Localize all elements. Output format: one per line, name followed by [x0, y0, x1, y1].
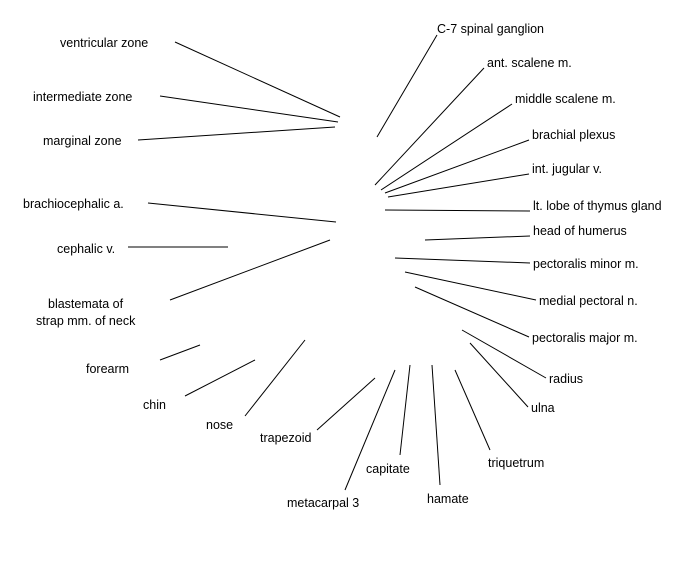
leader-line-medial-pectoral-n: [405, 272, 536, 300]
label-capitate: capitate: [366, 462, 410, 476]
label-trapezoid: trapezoid: [260, 431, 312, 445]
label-pectoralis-minor-m: pectoralis minor m.: [533, 257, 639, 271]
leader-line-brachiocephalic-a: [148, 203, 336, 222]
leader-line-forearm: [160, 345, 200, 360]
label-blastemata-line1: blastemata of: [48, 297, 124, 311]
label-nose: nose: [206, 418, 234, 432]
label-radius: radius: [549, 372, 584, 386]
leader-line-hamate: [432, 365, 440, 485]
label-int-jugular-v: int. jugular v.: [532, 162, 602, 176]
label-chin: chin: [143, 398, 166, 412]
leader-line-blastemata-line2: [170, 240, 330, 300]
leader-line-chin: [185, 360, 255, 396]
leader-line-nose: [245, 340, 305, 416]
leader-line-triquetrum: [455, 370, 490, 450]
leader-line-int-jugular-v: [388, 174, 529, 197]
leader-line-ant-scalene-m: [375, 68, 484, 185]
label-ulna: ulna: [531, 401, 555, 415]
label-pectoralis-major-m: pectoralis major m.: [532, 331, 638, 345]
label-triquetrum: triquetrum: [488, 456, 545, 470]
label-ventricular-zone: ventricular zone: [60, 36, 149, 50]
label-ant-scalene-m: ant. scalene m.: [487, 56, 572, 70]
label-lt-lobe-of-thymus-gland: lt. lobe of thymus gland: [533, 199, 662, 213]
label-head-of-humerus: head of humerus: [533, 224, 627, 238]
leader-line-brachial-plexus: [385, 140, 529, 193]
label-medial-pectoral-n: medial pectoral n.: [539, 294, 638, 308]
label-brachiocephalic-a: brachiocephalic a.: [23, 197, 124, 211]
leader-line-capitate: [400, 365, 410, 455]
label-cephalic-v: cephalic v.: [57, 242, 116, 256]
label-blastemata-line2: strap mm. of neck: [36, 314, 136, 328]
leader-line-trapezoid: [317, 378, 375, 430]
leader-line-lt-lobe-of-thymus-gland: [385, 210, 530, 211]
leader-line-c7-spinal-ganglion: [377, 35, 437, 137]
leader-line-intermediate-zone: [160, 96, 338, 122]
leader-line-ventricular-zone: [175, 42, 340, 117]
leader-line-ulna: [470, 343, 528, 407]
label-brachial-plexus: brachial plexus: [532, 128, 616, 142]
label-c7-spinal-ganglion: C-7 spinal ganglion: [437, 22, 545, 36]
leader-line-middle-scalene-m: [381, 104, 512, 190]
label-hamate: hamate: [427, 492, 469, 506]
label-intermediate-zone: intermediate zone: [33, 90, 133, 104]
label-middle-scalene-m: middle scalene m.: [515, 92, 616, 106]
leader-line-marginal-zone: [138, 127, 335, 140]
label-metacarpal-3: metacarpal 3: [287, 496, 360, 510]
label-forearm: forearm: [86, 362, 130, 376]
label-marginal-zone: marginal zone: [43, 134, 122, 148]
leader-line-pectoralis-minor-m: [395, 258, 530, 263]
leader-line-head-of-humerus: [425, 236, 530, 240]
